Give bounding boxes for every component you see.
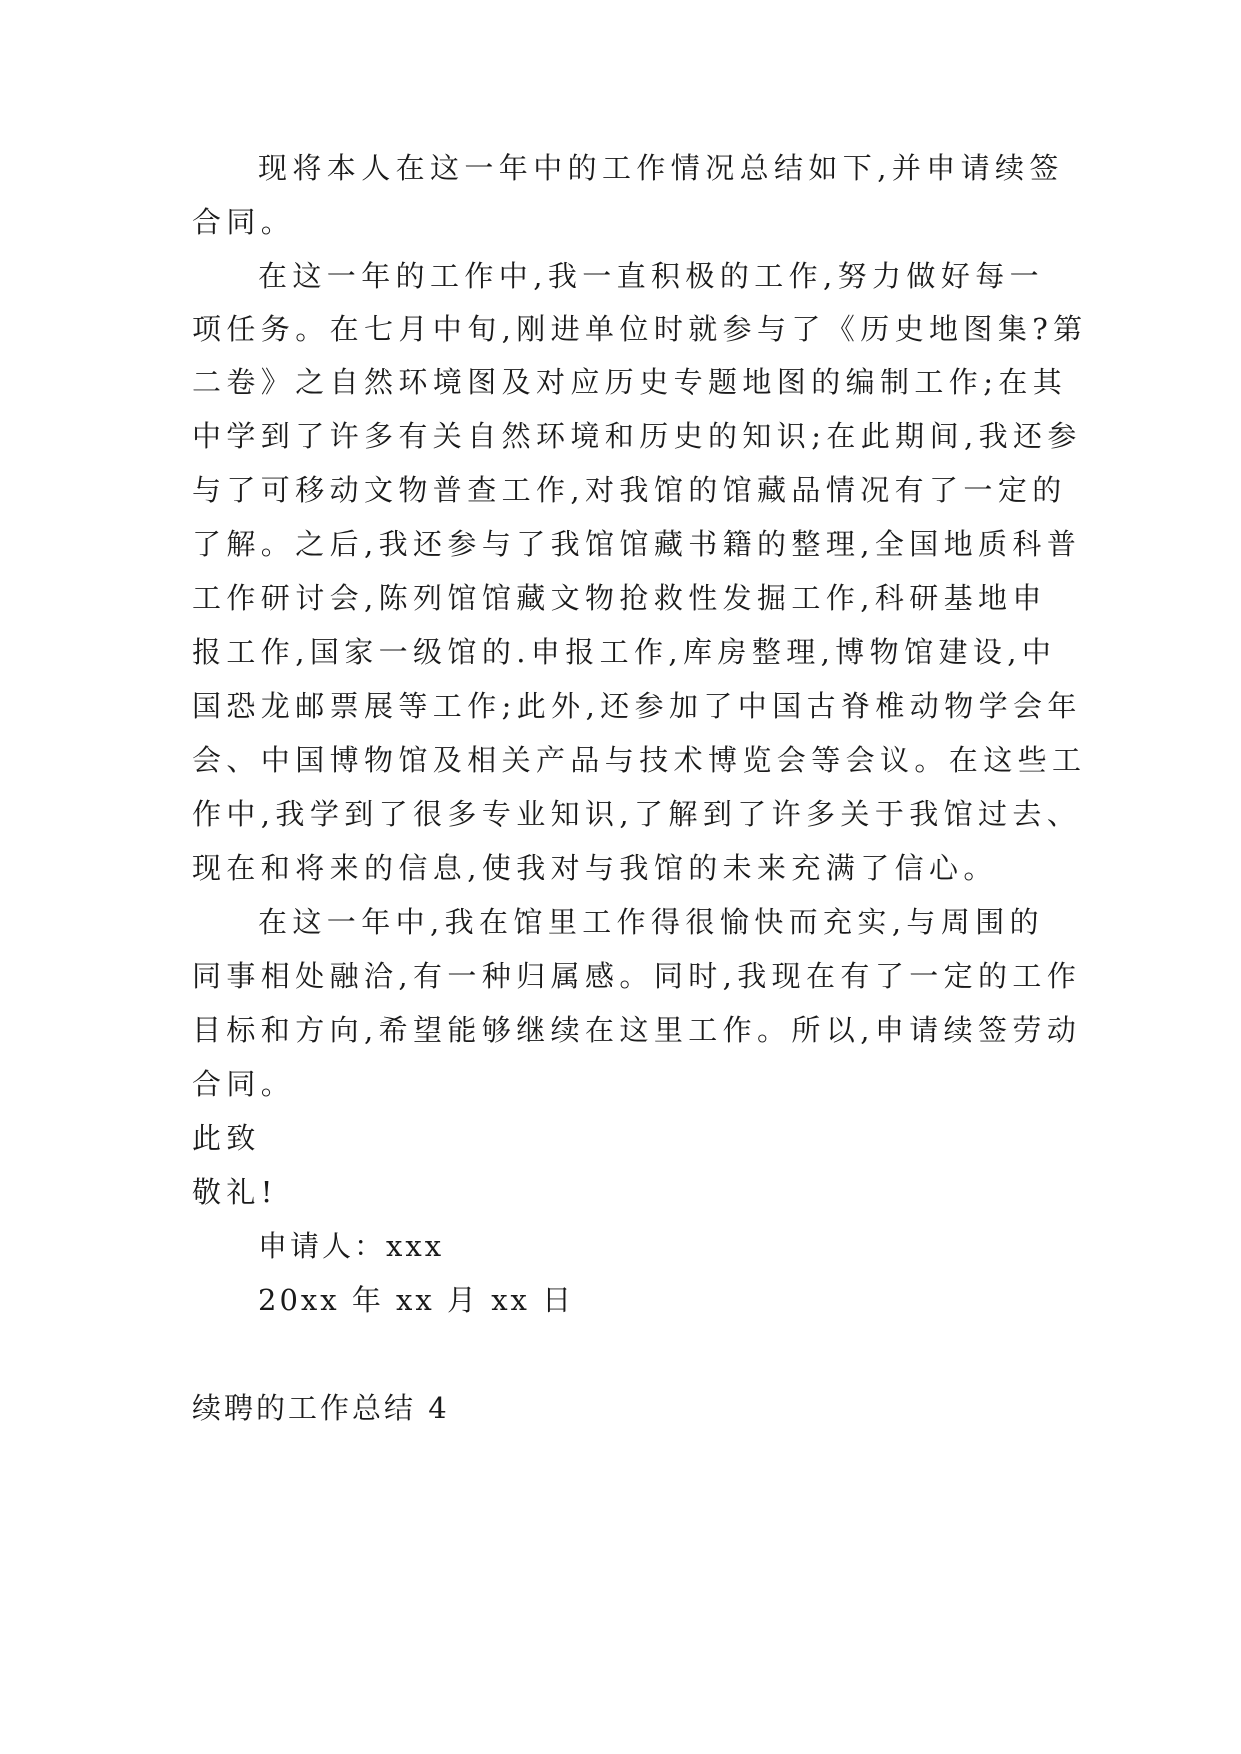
paragraph-2-line-3: 二卷》之自然环境图及对应历史专题地图的编制工作;在其 (192, 365, 1068, 399)
paragraph-1-line-2: 合同。 (192, 205, 296, 239)
paragraph-2-line-7: 工作研讨会,陈列馆馆藏文物抢救性发掘工作,科研基地申 (192, 581, 1047, 615)
paragraph-2-line-2: 项任务。在七月中旬,刚进单位时就参与了《历史地图集?第 (192, 312, 1088, 346)
closing-text: 此致 (192, 1121, 261, 1155)
paragraph-3-line-4: 合同。 (192, 1067, 296, 1101)
applicant-signature: 申请人：xxx (258, 1229, 445, 1263)
paragraph-2-line-9: 国恐龙邮票展等工作;此外,还参加了中国古脊椎动物学会年 (192, 689, 1082, 723)
paragraph-2-line-1: 在这一年的工作中,我一直积极的工作,努力做好每一 (258, 259, 1045, 293)
paragraph-3-line-2: 同事相处融洽,有一种归属感。同时,我现在有了一定的工作 (192, 959, 1082, 993)
paragraph-2-line-4: 中学到了许多有关自然环境和历史的知识;在此期间,我还参 (192, 419, 1082, 453)
section-heading: 续聘的工作总结 4 (192, 1391, 450, 1425)
paragraph-2-line-8: 报工作,国家一级馆的.申报工作,库房整理,博物馆建设,中 (192, 635, 1057, 669)
paragraph-2-line-12: 现在和将来的信息,使我对与我馆的未来充满了信心。 (192, 851, 998, 885)
date-line: 20xx 年 xx 月 xx 日 (258, 1283, 575, 1317)
paragraph-2-line-6: 了解。之后,我还参与了我馆馆藏书籍的整理,全国地质科普 (192, 527, 1082, 561)
paragraph-2-line-11: 作中,我学到了很多专业知识,了解到了许多关于我馆过去、 (192, 797, 1082, 831)
paragraph-2-line-5: 与了可移动文物普查工作,对我馆的馆藏品情况有了一定的 (192, 473, 1067, 507)
paragraph-3-line-3: 目标和方向,希望能够继续在这里工作。所以,申请续签劳动 (192, 1013, 1082, 1047)
salutation-text: 敬礼! (192, 1175, 278, 1209)
paragraph-1-line-1: 现将本人在这一年中的工作情况总结如下,并申请续签 (258, 151, 1064, 185)
paragraph-2-line-10: 会、中国博物馆及相关产品与技术博览会等会议。在这些工 (192, 743, 1087, 777)
paragraph-3-line-1: 在这一年中,我在馆里工作得很愉快而充实,与周围的 (258, 905, 1045, 939)
